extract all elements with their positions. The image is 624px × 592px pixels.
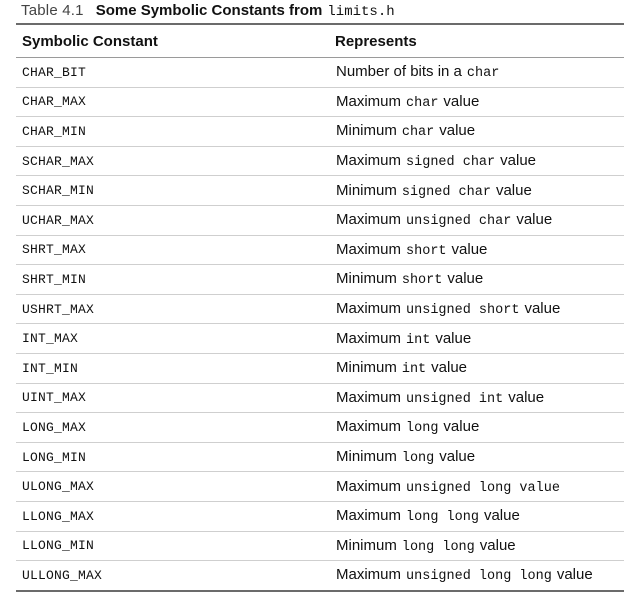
table-row [16, 561, 624, 591]
represents-cell [329, 58, 624, 88]
represents-code: long [401, 451, 435, 467]
table-body [16, 58, 624, 591]
represents-text: Minimum [336, 181, 397, 199]
table-number: Table 4.1 [21, 2, 84, 19]
constant-name-cell: USHRT_MAX [16, 294, 329, 324]
represents-cell [329, 87, 624, 117]
represents-text: Maximum [336, 240, 402, 258]
represents-code: signed char [401, 184, 491, 200]
table-row [16, 353, 624, 383]
constant-name-cell: LLONG_MIN [16, 531, 329, 561]
represents-cell [329, 561, 624, 591]
symbolic-constants-table [16, 25, 624, 592]
represents-cell [329, 324, 624, 354]
constant-name-cell: INT_MAX [16, 324, 329, 354]
represents-text: value [516, 211, 553, 229]
represents-code: char [466, 66, 500, 82]
constant-name-cell: SCHAR_MIN [16, 176, 329, 206]
represents-text: value [439, 448, 476, 466]
constant-name-cell: LLONG_MAX [16, 501, 329, 531]
represents-text: Minimum [336, 448, 397, 466]
represents-text: value [500, 152, 536, 170]
constant-name-cell: ULLONG_MAX [16, 561, 329, 591]
represents-code: short [401, 273, 443, 289]
represents-text: Maximum [336, 300, 402, 318]
table-row [16, 294, 624, 324]
represents-text: value [435, 329, 472, 347]
represents-cell [329, 235, 624, 265]
represents-code: long long [406, 510, 479, 526]
represents-text: Number of bits in a [336, 63, 462, 81]
represents-code: long [406, 421, 439, 437]
represents-code: signed char [406, 155, 496, 171]
represents-cell [329, 501, 624, 531]
represents-cell [329, 442, 624, 472]
constant-name-cell: INT_MIN [16, 353, 329, 383]
represents-text: value [479, 536, 516, 554]
represents-text: value [447, 270, 484, 288]
table-header-row [16, 25, 624, 58]
table-row [16, 383, 624, 413]
constant-name-cell: LONG_MIN [16, 442, 329, 472]
table-caption [21, 2, 395, 22]
represents-text: value [443, 92, 480, 110]
represents-text: value [443, 418, 480, 436]
represents-code: unsigned long long [406, 569, 552, 585]
constant-name-cell: CHAR_MAX [16, 87, 329, 117]
represents-cell [329, 117, 624, 147]
represents-text: Minimum [336, 270, 397, 288]
represents-text: value [556, 566, 593, 584]
table-row [16, 235, 624, 265]
represents-code: int [401, 362, 427, 378]
represents-code: unsigned short [406, 303, 520, 319]
table-row [16, 472, 624, 502]
table-row [16, 413, 624, 443]
represents-text: value [451, 240, 488, 258]
represents-text: Maximum [336, 566, 402, 584]
represents-code: unsigned int [406, 391, 504, 407]
represents-cell [329, 413, 624, 443]
table-row [16, 87, 624, 117]
represents-code: long long [401, 539, 475, 555]
represents-cell [329, 472, 624, 502]
table-row [16, 531, 624, 561]
constant-name-cell: SHRT_MAX [16, 235, 329, 265]
represents-cell [329, 176, 624, 206]
column-header-represents: Represents [329, 25, 624, 58]
represents-text: value [439, 122, 476, 140]
represents-text: Minimum [336, 359, 397, 377]
constant-name-cell: SCHAR_MAX [16, 146, 329, 176]
represents-cell [329, 294, 624, 324]
represents-text: value [431, 359, 468, 377]
represents-cell [329, 531, 624, 561]
represents-code: char [406, 95, 439, 111]
table-row [16, 58, 624, 88]
represents-text: value [524, 300, 561, 318]
represents-code: int [406, 332, 431, 348]
represents-text: Maximum [336, 211, 402, 229]
constant-name-cell: CHAR_MIN [16, 117, 329, 147]
table-title: Some Symbolic Constants from [95, 2, 323, 19]
represents-text: Maximum [336, 507, 402, 525]
represents-code: short [406, 243, 447, 259]
constant-name-cell: CHAR_BIT [16, 58, 329, 88]
represents-text: Maximum [336, 92, 402, 110]
table-row [16, 205, 624, 235]
represents-text: value [508, 388, 545, 406]
represents-cell [329, 146, 624, 176]
column-header-symbolic-constant: Symbolic Constant [16, 25, 329, 58]
represents-text: value [495, 181, 532, 199]
represents-text: Maximum [336, 329, 402, 347]
represents-text: Maximum [336, 152, 402, 170]
represents-code: unsigned long value [406, 480, 560, 496]
represents-code: unsigned char [406, 214, 512, 230]
constant-name-cell: ULONG_MAX [16, 472, 329, 502]
constant-name-cell: UINT_MAX [16, 383, 329, 413]
represents-code: char [401, 125, 435, 141]
represents-cell [329, 205, 624, 235]
represents-text: Maximum [336, 477, 402, 495]
table-row [16, 501, 624, 531]
table-row [16, 324, 624, 354]
constant-name-cell: UCHAR_MAX [16, 205, 329, 235]
table-row [16, 117, 624, 147]
constant-name-cell: SHRT_MIN [16, 265, 329, 295]
represents-text: Maximum [336, 418, 402, 436]
table-row [16, 176, 624, 206]
represents-text: Minimum [336, 536, 397, 554]
represents-text: Minimum [336, 122, 397, 140]
represents-cell [329, 265, 624, 295]
table-title-code: limits.h [327, 4, 395, 20]
constant-name-cell: LONG_MAX [16, 413, 329, 443]
represents-cell [329, 383, 624, 413]
table-row [16, 442, 624, 472]
represents-text: Maximum [336, 388, 402, 406]
represents-cell [329, 353, 624, 383]
table-row [16, 146, 624, 176]
represents-text: value [483, 507, 520, 525]
table-row [16, 265, 624, 295]
